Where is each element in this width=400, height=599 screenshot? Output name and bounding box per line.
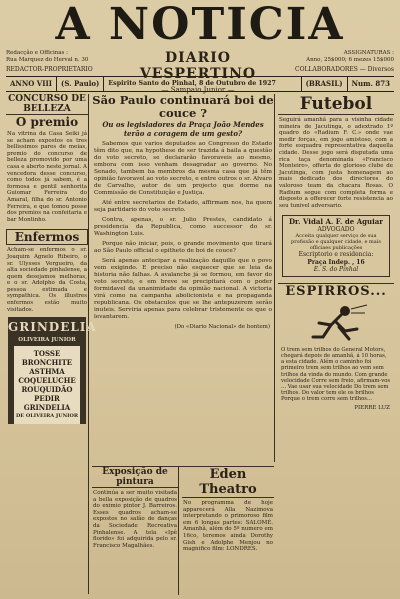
subscription-line: ASSIGNATURAS : <box>343 50 394 56</box>
enfermos-title: Enfermos <box>6 229 88 245</box>
director-label: — Sampaio Junior — <box>161 86 235 94</box>
article-paragraph: Sabemos que varios deputados ao Congresso do Estado têm dito que, na hypothese de ser trazida á baila a questão do voto secreto, se declararão favoraveis ao mesmo, embora com isso venham desagradar ao governo. No Senado, tambem ha membros da mesma casa que já têm opinião favoravel ao voto secreto, e entre outros o sr. Alvaro de Carvalho, autor de um projecto que dorme na Commissão de Constituição e Justiça. <box>94 141 272 196</box>
espirros-title: ESPIRROS... <box>278 283 394 299</box>
article-paragraph: Até entre secretarios de Estado, affirmam nos, ha quem seja partidario do voto secreto. <box>94 200 272 213</box>
ad-line: TOSSE <box>33 349 61 359</box>
main-subhead: Ou os legisladores da Praça João Mendes terão a coragem de um gesto? <box>102 120 264 138</box>
bottom-middle <box>92 466 274 595</box>
lawyer-name: Dr. Vidal A. F. de Aguiar <box>288 217 383 227</box>
subscription-line: Anno, 25$000; 6 mezes 15$000 <box>306 57 394 63</box>
date-label: Espirito Santo do Pinhal, 8 de Outubro de 1927 <box>104 77 301 91</box>
year-label: ANNO VIII <box>6 77 57 91</box>
masthead-title: A NOTICIA <box>55 0 345 50</box>
article-paragraph: Porque não iniciar, pois, o grande movimento que tirará ao São Paulo official o epitheto de boi de couce? <box>94 241 272 254</box>
lawyer-desc: Acceita qualquer serviço de sua profissão e qualquer cidade, e mais officiaes publicações <box>291 233 381 252</box>
left-column <box>6 94 97 594</box>
theatre-article <box>182 467 274 595</box>
article-source: (Do «Diario Nacional» de hontem) <box>174 324 270 330</box>
country-label: (BRASIL) <box>302 77 348 91</box>
city-label: (S. Paulo) <box>57 77 104 91</box>
ad-maker: OLIVEIRA JUNIOR <box>18 337 76 344</box>
middle-column <box>92 94 275 462</box>
futebol-text: Seguirá amanhã para a visinha cidade mineira de Jacutinga, o adextrado 1º quadro do «Radium F. C.» onde vae medir forças, em jogo amistoso, com a forte esquadra representativa daquella cidade. Desse jogo será disputada uma rica taça denominada «Francisco Monteiro», offerta do glorioso clube de Jacutinga, com justa homenagem ao mais dedicado dos directores do valoroso team da chacara Rosas. O Radium segue com completa forma e disposto a offerecer forte resistencia ao seu tunivel adversario. <box>279 117 393 209</box>
exhibition-article <box>92 467 179 595</box>
prize-title: O premio <box>15 115 79 129</box>
ad-line: ASTHMA <box>29 367 65 377</box>
ad-brand: GRINDELIA <box>8 320 97 335</box>
redactor-label: REDACTOR-PROPRIETARIO <box>6 66 93 73</box>
ad-line: BRONCHITE <box>21 358 73 368</box>
poem-author: PIERRE LUZ <box>354 404 390 411</box>
ad-line: PEDIR <box>34 394 60 404</box>
address-line: Rua Marquez do Herval n. 30 <box>6 57 89 63</box>
dateline <box>6 76 394 92</box>
diario-label: DIARIO VESPERTINO <box>139 50 257 82</box>
espirros-poem: O trem sem trilhos do General Motors, chegará depois de amanhã, á 10 horas, a esta cidade. Além o caminho foi primeiro trem sem trilhos ao vem sem trilhos da vinda do mundo. Com grande velocidade Corre sem freio, afirmam-vos ... Vae usar sua velocidade Do trem sem trilhos. Do valor tem ele os brilhos Porque o trem corre sem trilhos... <box>281 346 391 403</box>
lawyer-city: E. S. do Pinhal <box>313 266 359 274</box>
ad-line: GRINDELIA <box>23 403 71 413</box>
ad-line: ROUQUIDÃO <box>21 385 73 395</box>
futebol-title: Futebol <box>278 94 394 115</box>
theatre-title: Eden Theatro <box>182 467 274 498</box>
header-address <box>6 50 116 64</box>
enfermos-text: Acham-se enfermos o sr. Joaquim Agnelo Ribeiro, o sr. Ulysses Vergueiro, da alta sociedade pinhalense, a quem desejamos melhoras, e o sr. Adolpho da Costa, pessoa estimada e sympathica. Os illustres enfermos estão muito visitados. <box>7 247 87 313</box>
header-subscriptions <box>284 50 394 64</box>
address-line: Redacção e Officinas : <box>6 50 68 56</box>
main-headline: São Paulo continuará boi de couce ? <box>92 93 274 120</box>
ad-line: DE OLIVEIRA JUNIOR <box>15 413 79 420</box>
grindelia-ad <box>8 317 97 424</box>
collaborators-label: COLLABORADORES — Diversos <box>295 66 394 73</box>
lawyer-office: Escriptorio e residencia: <box>298 251 374 259</box>
article-paragraph: Contra, apenas, o sr. Julio Prestes, candidato á presidencia da Republica, como successor do sr. Washington Luis. <box>94 217 272 237</box>
number-label: Num. 873 <box>351 79 390 88</box>
article-paragraph: Será apenas antecipar a realização daquillo que o povo vem exigindo. E preciso não esquecer que se leia da historia não falhas. A avalanche já se formou, em favor do voto secreto, e em breve se precipitará com o poder formidavel da unanimidade da opinião nacional. A victoria virá como na campanha abolicionista e na propaganda republicana. Os obstaculos que se lhe antepuzerem serão inuteis. Serviria apenas para celebrar tristemente os que o levantarem. <box>94 258 272 320</box>
prize-text: Na vitrina da Casa Seiki já se acham expostos os tres bellissimos pares de meias, premio do concurso de belleza promovido por uma casa e aberto neste jornal. A vencedora desse concurso, como todos já sabem, é a formosa e gentil senhorita Guiomar Ferreira do Amaral, filha do sr. Antonio Ferreira, e que tomou posse dos premios na confeitaria e bar Montinho. <box>7 131 87 223</box>
exhibition-text: Continúa a ser muito visitada a bella exposição de quadros do eximio pintor J. Barreiros. Esses quadros acham-se expostos no salão de danças da Sociedade Recreativa Pinhalense. A tela «Ipê florido» foi adquirida pelo sr. Francisco Magalhães. <box>93 490 177 549</box>
ad-line: COQUELUCHE <box>18 376 76 386</box>
lawyer-title: ADVOGADO <box>317 225 355 233</box>
running-man-illustration <box>301 303 371 343</box>
ad-box <box>14 346 80 424</box>
lawyer-ad <box>282 215 390 277</box>
lawyer-address: Praça Indep. , 16 <box>307 258 365 266</box>
exhibition-title: Exposição de pintura <box>92 467 178 488</box>
right-column <box>278 94 394 594</box>
contest-title: CONCURSO DE BELLEZA <box>6 94 88 115</box>
theatre-text: No programma de hoje apparecerá Alla Nazimova interpretando o primoroso film em 6 longas partes: SALOMÉ. Amanhã, além do 5º numero em 16co, teremos ainda Dorothy Gish e Adolphe Menjou no magnifico film: LONDRES. <box>183 500 273 553</box>
